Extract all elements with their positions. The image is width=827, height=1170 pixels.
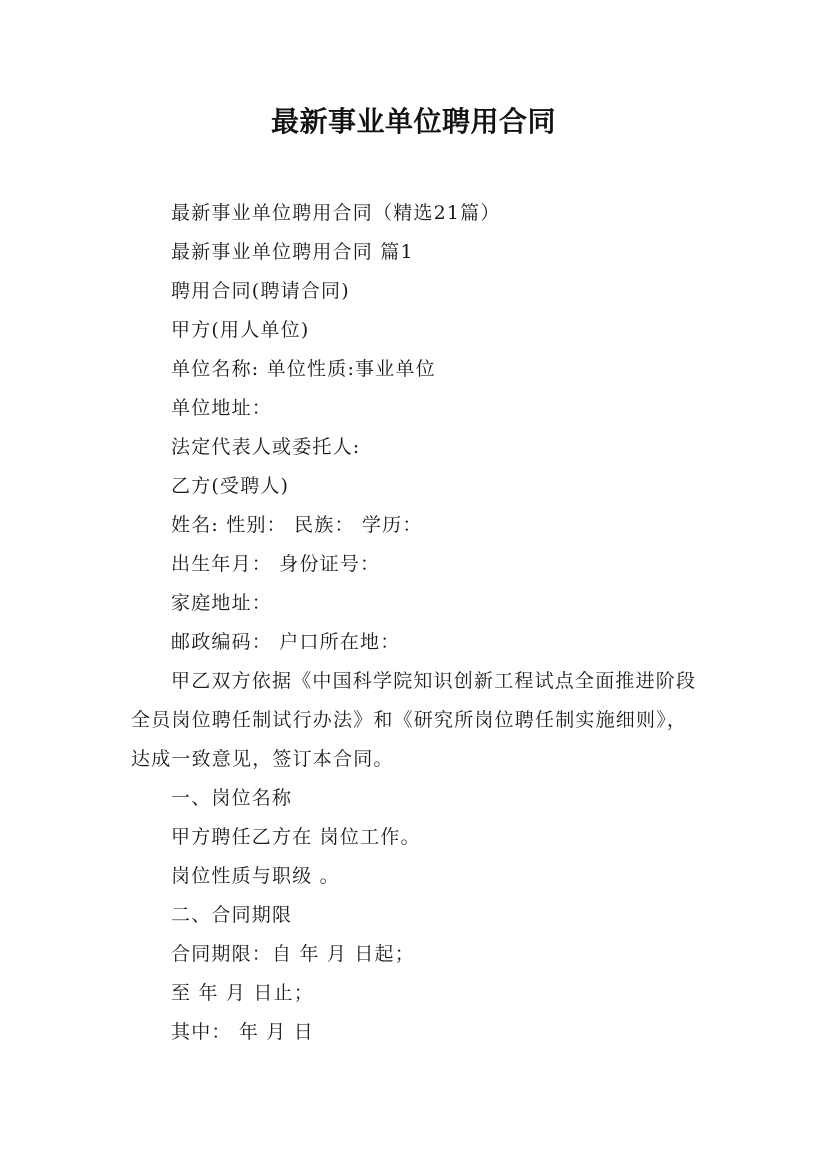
paragraph: 一、岗位名称 [171, 787, 293, 809]
paragraph: 二、合同期限 [171, 904, 293, 926]
paragraph: 甲乙双方依据《中国科学院知识创新工程试点全面推进阶段全员岗位聘任制试行办法》和《研究所岗位聘任制实施细则》，达成一致意见，签订本合同。 [131, 670, 697, 770]
paragraph: 乙方(受聘人) [171, 475, 290, 497]
document-title: 最新事业单位聘用合同 [270, 105, 556, 138]
paragraph: 单位地址： [171, 397, 273, 419]
paragraph: 岗位性质与职级 。 [171, 865, 340, 887]
paragraph: 邮政编码： 户口所在地： [171, 631, 401, 653]
paragraph: 至 年 月 日止； [171, 982, 314, 1004]
paragraph: 姓名: 性别： 民族： 学历： [171, 514, 423, 536]
paragraph: 最新事业单位聘用合同（精选21篇） [171, 202, 501, 224]
paragraph: 其中： 年 月 日 [171, 1021, 314, 1043]
paragraph: 出生年月： 身份证号： [171, 553, 381, 575]
paragraph: 合同期限：自 年 月 日起； [171, 943, 415, 965]
paragraph: 最新事业单位聘用合同 篇1 [171, 241, 414, 263]
paragraph: 甲方(用人单位) [171, 319, 310, 341]
paragraph: 法定代表人或委托人: [171, 436, 361, 458]
paragraph: 单位名称: 单位性质:事业单位 [171, 358, 436, 380]
paragraph: 聘用合同(聘请合同) [171, 280, 350, 302]
paragraph: 甲方聘任乙方在 岗位工作。 [171, 826, 421, 848]
document-body [131, 194, 706, 1052]
paragraph: 家庭地址： [171, 592, 273, 614]
